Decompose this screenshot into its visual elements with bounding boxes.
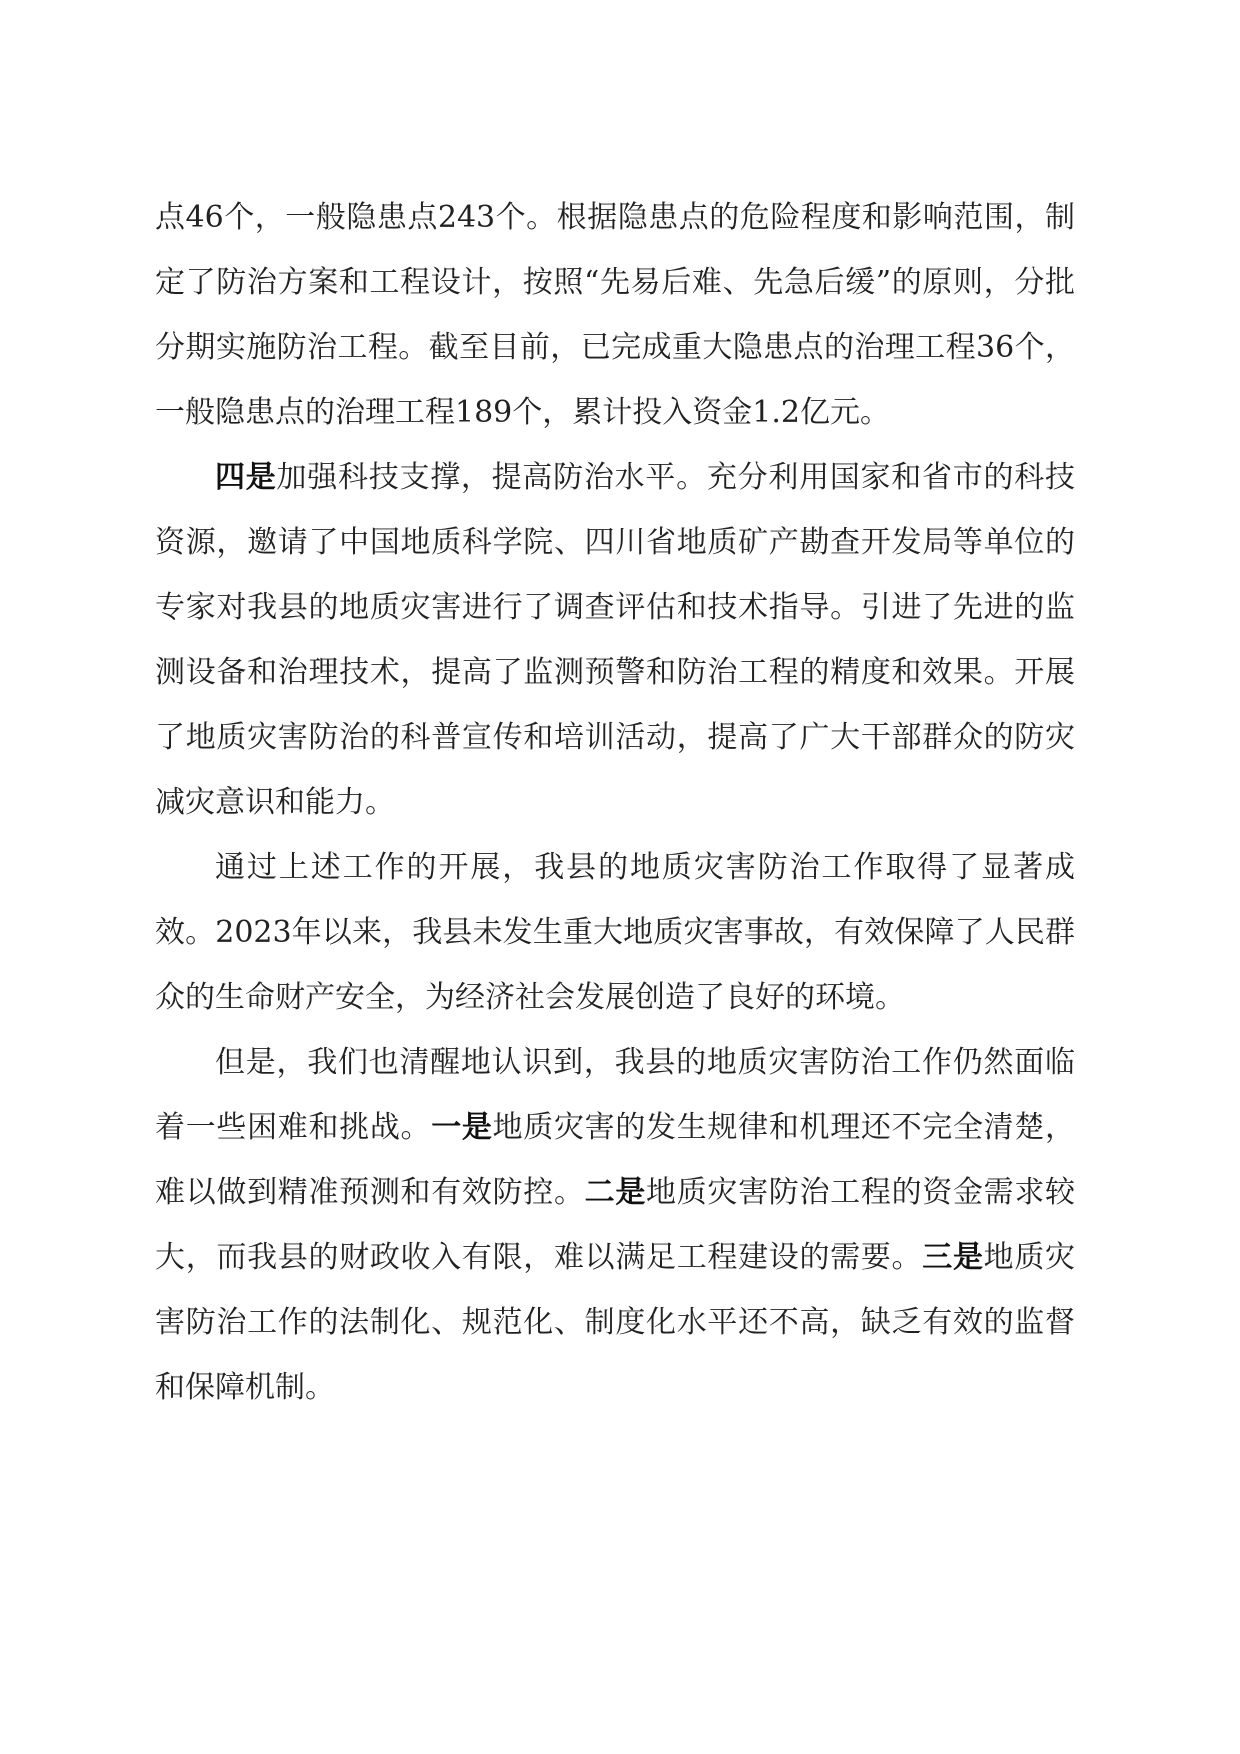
challenge-text: 地质灾害防治工作的法制化、规范化、制度化水平还不高，缺乏有效的监督和保障机制。 <box>155 1240 1076 1405</box>
bold-lead-text: 一是 <box>431 1110 493 1145</box>
paragraph-continuation <box>155 185 1075 445</box>
bold-lead-text: 四是 <box>215 460 277 495</box>
challenge-text: 地质灾害的发生规律和机理还不完全清楚，难以做到精准预测和有效防控。 <box>155 1110 1076 1210</box>
bold-lead-text: 二是 <box>584 1175 647 1210</box>
paragraph-text: 通过上述工作的开展，我县的地质灾害防治工作取得了显著成效。2023年以来，我县未发生重大地质灾害事故，有效保障了人民群众的生命财产安全，为经济社会发展创造了良好的环境。 <box>155 850 1075 1015</box>
bold-lead-text: 三是 <box>922 1240 984 1275</box>
paragraph-text: 加强科技支撑，提高防治水平。充分利用国家和省市的科技资源，邀请了中国地质科学院、四川省地质矿产勘查开发局等单位的专家对我县的地质灾害进行了调查评估和技术指导。引进了先进的监测设备和治理技术，提高了监测预警和防治工程的精度和效果。开展了地质灾害防治的科普宣传和培训活动，提高了广大干部群众的防灾减灾意识和能力。 <box>155 460 1076 820</box>
paragraph-intro-text: 但是，我们也清醒地认识到，我县的地质灾害防治工作仍然面临着一些困难和挑战。 <box>155 1045 1075 1145</box>
paragraph-challenges <box>155 1030 1075 1420</box>
challenge-text: 地质灾害防治工程的资金需求较大，而我县的财政收入有限，难以满足工程建设的需要。 <box>155 1175 1076 1275</box>
paragraph-summary <box>155 835 1075 1030</box>
paragraph-text: 点46个，一般隐患点243个。根据隐患点的危险程度和影响范围，制定了防治方案和工程设计，按照“先易后难、先急后缓”的原则，分批分期实施防治工程。截至目前，已完成重大隐患点的治理工程36个，一般隐患点的治理工程189个，累计投入资金1.2亿元。 <box>155 200 1075 430</box>
paragraph-point-four <box>155 445 1075 835</box>
document-body <box>155 185 1075 1420</box>
